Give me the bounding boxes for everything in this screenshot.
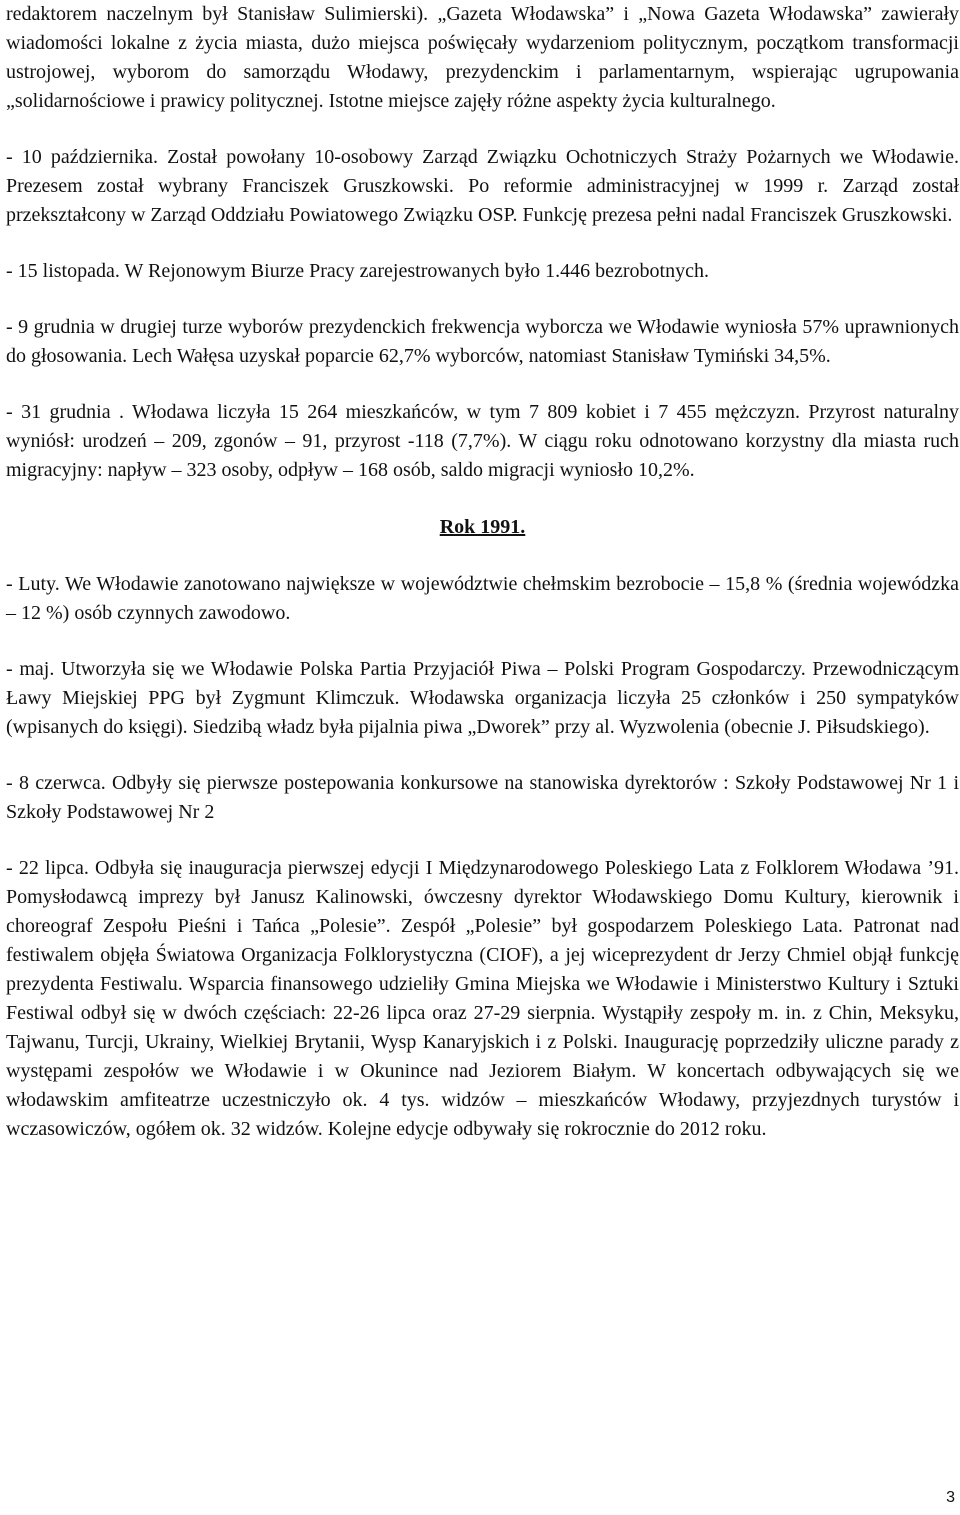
page-number: 3 (946, 1489, 955, 1506)
paragraph-beer-party: - maj. Utworzyła się we Włodawie Polska Partia Przyjaciół Piwa – Polski Program Gospodarczy. Przewodniczącym Ławy Miejskiej PPG był Zygmunt Klimczuk. Włodawska organizacja liczyła 25 członków i 250 sympatyków (wpisanych do księgi). Siedzibą władz była pijalnia piwa „Dworek” przy al. Wyzwolenia (obecnie J. Piłsudskiego). (6, 658, 959, 738)
paragraph-folk-festival: - 22 lipca. Odbyła się inauguracja pierwszej edycji I Międzynarodowego Poleskiego Lata z Folklorem Włodawa ’91. Pomysłodawcą imprezy był Janusz Kalinowski, ówczesny dyrektor Włodawskiego Domu Kultury, kierownik i choreograf Zespołu Pieśni i Tańca „Polesie”. Zespół „Polesie” był gospodarzem Poleskiego Lata. Patronat nad festiwalem objęła Światowa Organizacja Folklorystyczna (CIOF), a jej wiceprezydent dr Jerzy Chmiel objął funkcję prezydenta Festiwalu. Wsparcia finansowego udzieliły Gmina Miejska we Włodawie i Ministerstwo Kultury i Sztuki Festiwal odbył się w dwóch częściach: 22-26 lipca oraz 27-29 sierpnia. Wystąpiły zespoły m. in. z Chin, Meksyku, Tajwanu, Turcji, Ukrainy, Wielkiej Brytanii, Wysp Kanaryjskich i z Polski. Inaugurację poprzedziły uliczne parady z występami zespołów we Włodawie i w Okunince nad Jeziorem Białym. W koncertach odbywających się we włodawskim amfiteatrze uczestniczyło ok. 4 tys. widzów – mieszkańców Włodawy, przyjezdnych turystów i wczasowiczów, ogółem ok. 32 widzów. Kolejne edycje odbywały się rokrocznie do 2012 roku. (6, 857, 959, 1140)
paragraph-presidential-election: - 9 grudnia w drugiej turze wyborów prezydenckich frekwencja wyborcza we Włodawie wyniosła 57% uprawnionych do głosowania. Lech Wałęsa uzyskał poparcie 62,7% wyborców, natomiast Stanisław Tymiński 34,5%. (6, 316, 959, 367)
paragraph-unemployment-november: - 15 listopada. W Rejonowym Biurze Pracy zarejestrowanych było 1.446 bezrobotnych. (6, 260, 709, 282)
paragraph-osp-board: - 10 października. Został powołany 10-osobowy Zarząd Związku Ochotniczych Straży Pożarnych we Włodawie. Prezesem został wybrany Franciszek Gruszkowski. Po reformie administracyjnej w 1999 r. Zarząd został przekształcony w Zarząd Oddziału Powiatowego Związku OSP. Funkcję prezesa pełni nadal Franciszek Gruszkowski. (6, 146, 959, 226)
document-page (6, 0, 959, 1144)
paragraph-population-stats: - 31 grudnia . Włodawa liczyła 15 264 mieszkańców, w tym 7 809 kobiet i 7 455 mężczyzn. Przyrost naturalny wyniósł: urodzeń – 209, zgonów – 91, przyrost -118 (7,7%). W ciągu roku odnotowano korzystny dla miasta ruch migracyjny: napływ – 323 osoby, odpływ – 168 osób, saldo migracji wyniosło 10,2%. (6, 401, 959, 481)
year-heading: Rok 1991. (439, 516, 526, 538)
paragraph-february-unemployment: - Luty. We Włodawie zanotowano największe w województwie chełmskim bezrobocie – 15,8 % (średnia wojewódzka – 12 %) osób czynnych zawodowo. (6, 573, 959, 624)
paragraph-press-history: redaktorem naczelnym był Stanisław Sulimierski). „Gazeta Włodawska” i „Nowa Gazeta Włodawska” zawierały wiadomości lokalne z życia miasta, dużo miejsca poświęcały wydarzeniom politycznym, początkom transformacji ustrojowej, wyborom do samorządu Włodawy, prezydenckim i parlamentarnym, wspierając ugrupowania „solidarnościowe i prawicy politycznej. Istotne miejsce zajęły różne aspekty życia kulturalnego. (6, 3, 959, 112)
paragraph-school-directors: - 8 czerwca. Odbyły się pierwsze postepowania konkursowe na stanowiska dyrektorów : Szkoły Podstawowej Nr 1 i Szkoły Podstawowej Nr 2 (6, 772, 959, 823)
